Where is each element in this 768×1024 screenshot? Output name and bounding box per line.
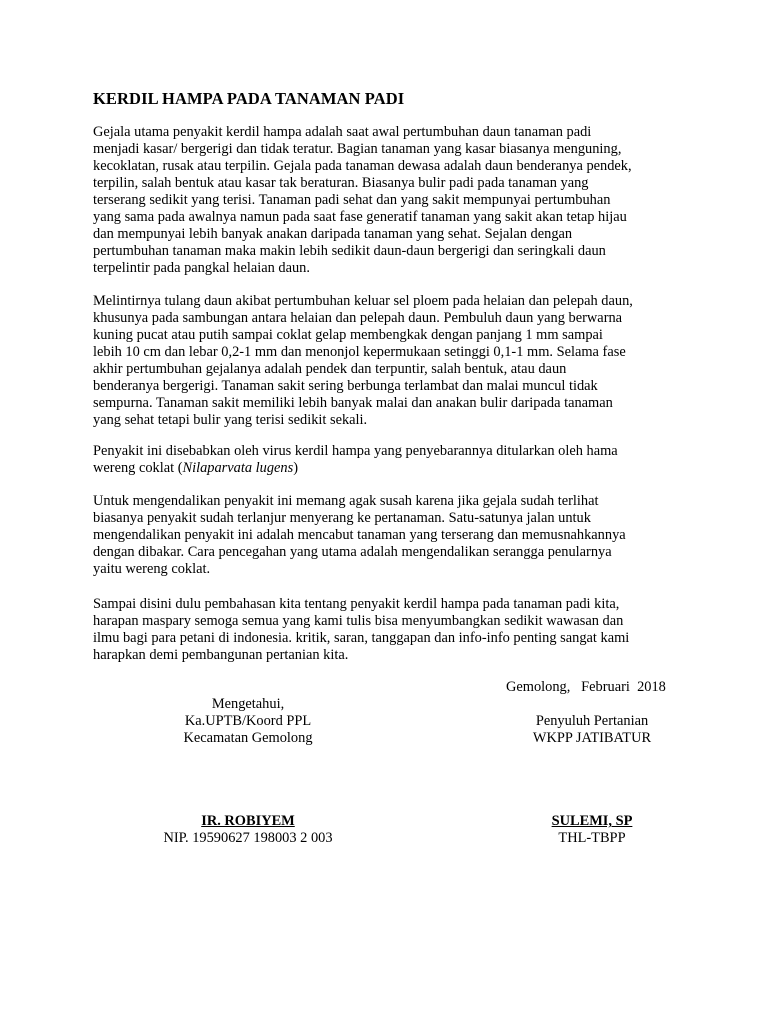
paragraph-line: akhir pertumbuhan gejalanya adalah pendek dan terpuntir, salah bentuk, atau daun <box>93 361 567 377</box>
paragraph-line: Sampai disini dulu pembahasan kita tentang penyakit kerdil hampa pada tanaman padi kita, <box>93 596 620 612</box>
paragraph-symptoms <box>93 124 683 277</box>
paragraph-leaf-symptoms <box>93 293 683 429</box>
paragraph-line: menjadi kasar/ bergerigi dan tidak teratur. Bagian tanaman yang kasar biasanya menguning, <box>93 141 622 157</box>
paragraph-line: sempurna. Tanaman sakit memiliki lebih banyak malai dan anakan bulir daripada tanaman <box>93 395 613 411</box>
paragraph-closing <box>93 596 683 664</box>
signatory-line: Ka.UPTB/Koord PPL <box>184 713 312 729</box>
paragraph-line: benderanya bergerigi. Tanaman sakit sering berbunga terlambat dan malai muncul tidak <box>93 378 598 394</box>
signatory-line: Mengetahui, <box>211 696 285 712</box>
left-signatory-title <box>158 696 338 747</box>
right-signatory-title <box>502 713 682 747</box>
paragraph-line: Melintirnya tulang daun akibat pertumbuhan keluar sel ploem pada helaian dan pelepah daun, <box>93 293 633 309</box>
paragraph-line: kuning pucat atau putih sampai coklat gelap membengkak dengan panjang 1 mm sampai <box>93 327 603 343</box>
paragraph-line: Untuk mengendalikan penyakit ini memang agak susah karena jika gejala sudah terlihat <box>93 493 599 509</box>
paragraph-line <box>93 460 683 477</box>
left-signatory <box>148 813 348 847</box>
paragraph-line: khusunya pada sambungan antara helaian dan pelepah daun. Pembuluh daun yang berwarna <box>93 310 623 326</box>
paragraph-line: Gejala utama penyakit kerdil hampa adalah saat awal pertumbuhan daun tanaman padi <box>93 124 592 140</box>
paragraph-line: dan mempunyai lebih banyak anakan daripada tanaman yang sehat. Sejalan dengan <box>93 226 573 242</box>
paragraph-line: lebih 10 cm dan lebar 0,2-1 mm dan menonjol kepermukaan setinggi 0,1-1 mm. Selama fase <box>93 344 626 360</box>
paragraph-line: biasanya penyakit sudah terlanjur menyerang ke pertanaman. Satu-satunya jalan untuk <box>93 510 591 526</box>
paragraph-line: terpelintir pada pangkal helaian daun. <box>93 260 310 276</box>
paragraph-line: harapan maspary semoga semua yang kami tulis bisa menyumbangkan sedikit wawasan dan <box>93 613 624 629</box>
signature-date: Gemolong, Februari 2018 <box>506 679 666 695</box>
document-title: KERDIL HAMPA PADA TANAMAN PADI <box>93 89 405 108</box>
paragraph-control <box>93 493 683 578</box>
signatory-line: Kecamatan Gemolong <box>183 730 313 746</box>
signatory-line: WKPP JATIBATUR <box>532 730 652 746</box>
right-signatory <box>502 813 682 847</box>
signatory-name: IR. ROBIYEM <box>201 813 295 829</box>
paragraph-line: yaitu wereng coklat. <box>93 561 211 577</box>
signatory-id: THL-TBPP <box>558 830 626 846</box>
signatory-name: SULEMI, SP <box>551 813 633 829</box>
species-name: Nilaparvata lugens <box>182 460 294 476</box>
paragraph-line: dengan dibakar. Cara pencegahan yang utama adalah mengendalikan serangga penularnya <box>93 544 612 560</box>
paragraph-line: terserang sedikit yang terisi. Tanaman padi sehat dan yang sakit mempunyai pertumbuhan <box>93 192 611 208</box>
paragraph-cause <box>93 443 683 477</box>
paragraph-line: terpilin, salah bentuk atau kasar tak beraturan. Biasanya bulir padi pada tanaman yang <box>93 175 589 191</box>
paragraph-line: kecoklatan, rusak atau terpilin. Gejala pada tanaman dewasa adalah daun benderanya pendek, <box>93 158 632 174</box>
paragraph-text: ) <box>293 460 299 476</box>
signatory-id: NIP. 19590627 198003 2 003 <box>163 830 333 846</box>
paragraph-line: ilmu bagi para petani di indonesia. kritik, saran, tanggapan dan info-info penting sangat kami <box>93 630 630 646</box>
paragraph-line: yang sama pada awalnya namun pada saat fase generatif tanaman yang sakit akan tetap hijau <box>93 209 627 225</box>
paragraph-line: Penyakit ini disebabkan oleh virus kerdil hampa yang penyebarannya ditularkan oleh hama <box>93 443 618 459</box>
signatory-line: Penyuluh Pertanian <box>535 713 649 729</box>
paragraph-line: pertumbuhan tanaman maka makin lebih sedikit daun-daun bergerigi dan seringkali daun <box>93 243 606 259</box>
paragraph-line: mengendalikan penyakit ini adalah mencabut tanaman yang terserang dan memusnahkannya <box>93 527 626 543</box>
paragraph-line: yang sehat tetapi bulir yang terisi sedikit sekali. <box>93 412 368 428</box>
paragraph-text: wereng coklat ( <box>93 460 183 476</box>
paragraph-line: harapkan demi pembangunan pertanian kita. <box>93 647 349 663</box>
